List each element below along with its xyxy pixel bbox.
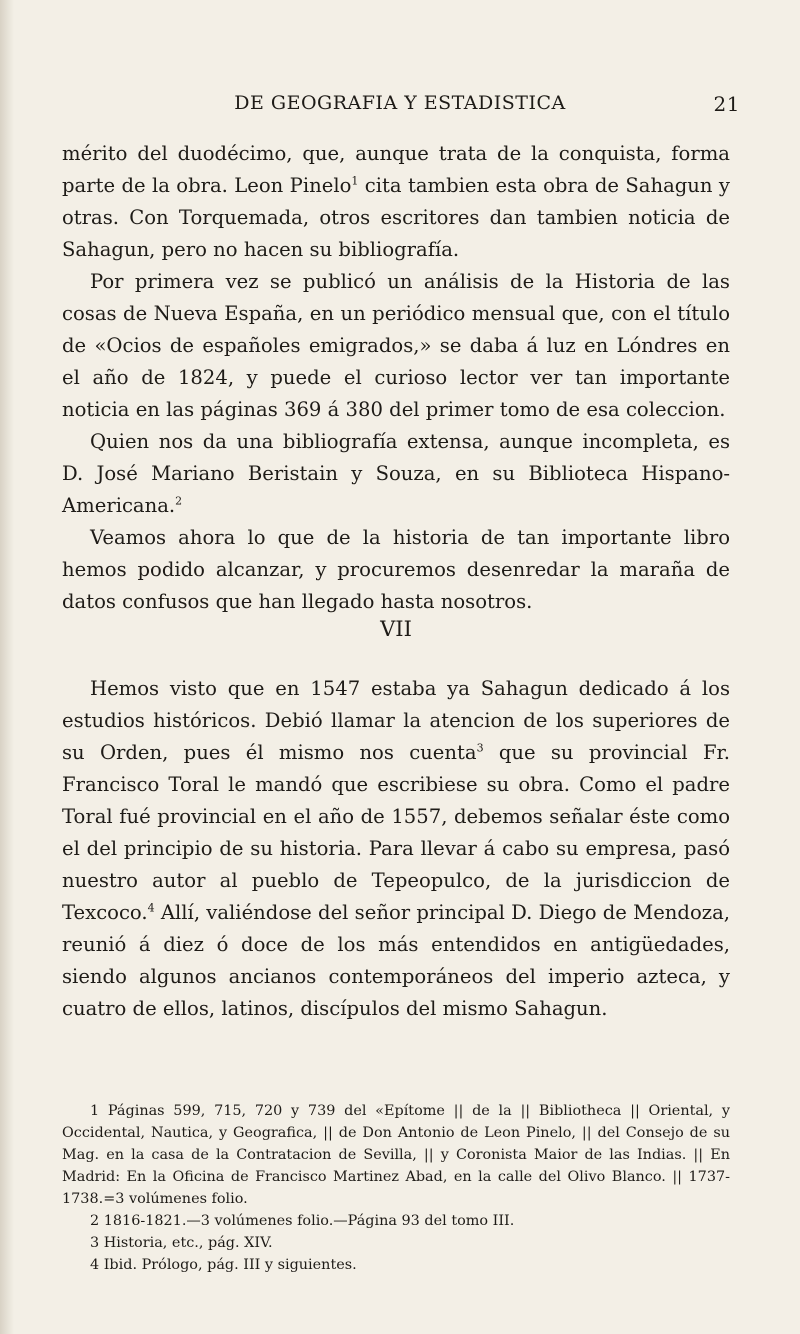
- running-header: [60, 92, 740, 120]
- footnote-ref-4: 4: [147, 901, 155, 915]
- footnote-ref-1: 1: [351, 174, 359, 188]
- page-edge-shadow: [0, 0, 14, 1334]
- footnote-ref-3: 3: [476, 741, 484, 755]
- footnote-1: 1 Páginas 599, 715, 720 y 739 del «Epítome || de la || Bibliotheca || Oriental, y Occidental, Nautica, y Geografica, || de Don Antonio de Leon Pinelo, || del Consejo de su Mag. en la casa de la Contratacion de Sevilla, || y Coronista Maior de las Indias. || En Madrid: En la Oficina de Francisco Martinez Abad, en la calle del Olivo Blanco. || 1737-1738.=3 volúmenes folio.: [62, 1103, 730, 1207]
- paragraph-5: Hemos visto que en 1547 estaba ya Sahagun dedicado á los estudios históricos. Debió llamar la atencion de los superiores de su Orden, pues él mismo nos cuenta$^3$ que su provincial Fr. Francisco Toral le mandó que escribiese su obra. Como el padre Toral fué provincial en el año de 1557, debemos señalar éste como el del principio de su historia. Para llevar á cabo su empresa, pasó nuestro autor al pueblo de Tepeopulco, de la jurisdiccion de Texcoco.$^4$ Allí, valiéndose del señor principal D. Diego de Mendoza, reunió á diez ó doce de los más entendidos en antigüedades, siendo algunos ancianos contemporáneos del imperio azteca, y cuatro de ellos, latinos, discípulos del mismo Sahagun.: [62, 677, 730, 1020]
- paragraph-3: Quien nos da una bibliografía extensa, aunque incompleta, es D. José Mariano Beristain y Souza, en su Biblioteca Hispano-Americana.$^2$: [62, 430, 730, 517]
- footnotes: [62, 1100, 730, 1276]
- running-header-title: DE GEOGRAFIA Y ESTADISTICA: [234, 92, 566, 114]
- body-text-main: [62, 673, 730, 1025]
- page-number: 21: [713, 92, 740, 116]
- footnote-2: 2 1816-1821.—3 volúmenes folio.—Página 93 del tomo III.: [90, 1213, 515, 1229]
- body-text-top: [62, 138, 730, 618]
- footnote-4: 4 Ibid. Prólogo, pág. III y siguientes.: [90, 1257, 357, 1273]
- section-heading: VII: [380, 617, 412, 641]
- footnote-ref-2: 2: [175, 494, 183, 508]
- footnote-3: 3 Historia, etc., pág. XIV.: [90, 1235, 273, 1251]
- paragraph-1: mérito del duodécimo, que, aunque trata de la conquista, forma parte de la obra. Leon Pinelo$^1$ cita tambien esta obra de Sahagun y otras. Con Torquemada, otros escritores dan tambien noticia de Sahagun, pero no hacen su bibliografía.: [62, 142, 730, 261]
- paragraph-2: Por primera vez se publicó un análisis de la Historia de las cosas de Nueva España, en un periódico mensual que, con el título de «Ocios de españoles emigrados,» se daba á luz en Lóndres en el año de 1824, y puede el curioso lector ver tan importante noticia en las páginas 369 á 380 del primer tomo de esa coleccion.: [62, 270, 730, 421]
- paragraph-4: Veamos ahora lo que de la historia de tan importante libro hemos podido alcanzar, y procuremos desenredar la maraña de datos confusos que han llegado hasta nosotros.: [62, 526, 730, 613]
